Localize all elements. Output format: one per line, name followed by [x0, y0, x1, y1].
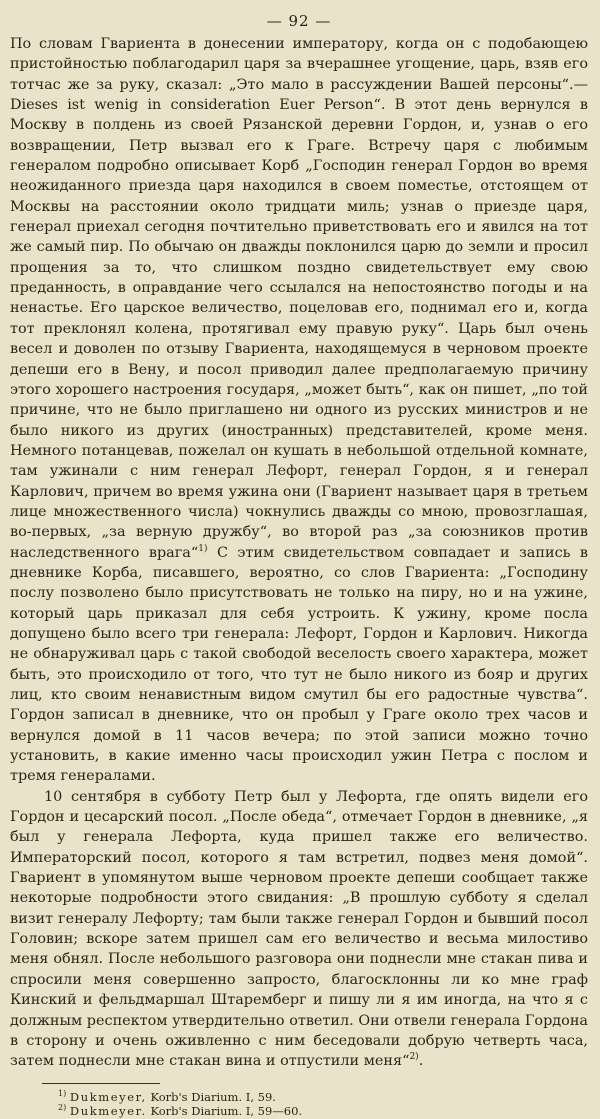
footnote-1-source: Korb's Diarium. I, 59.: [150, 1089, 276, 1104]
footnote-2-source: Korb's Diarium. I, 59—60.: [150, 1104, 303, 1119]
footnote-ref-1: 1): [198, 543, 208, 554]
paragraph-1: [10, 34, 588, 787]
footnote-divider: [42, 1083, 160, 1084]
paragraph-2-end: .: [418, 1053, 424, 1070]
footnote-1: [58, 1090, 588, 1105]
footnote-ref-2: 2): [409, 1052, 419, 1063]
paragraph-1-text: По словам Гвариента в донесении императору, когда он с подобающею пристойностью поблагодарил царя за вчерашнее угощение, царь, взяв его тотчас же за руку, сказал: „Это мало в рассуждении Вашей персоны“.—Dieses ist wenig in consideration Euer Person“. В этот день вернулся в Москву в полдень из своей Рязанской деревни Гордон, и, узнав о его возвращении, Петр вызвал его к Граге. Встречу царя с любимым генералом подробно описывает Корб „Господин генерал Гордон во время неожиданного приезда царя находился в своем поместье, отстоящем от Москвы на расстоянии около тридцати миль; узнав о приезде царя, генерал приехал сегодня почтительно приветствовать его и явился на тот же самый пир. По обычаю он дважды поклонился царю до земли и просил прощения за то, что слишком поздно свидетельствует ему свою преданность, в оправдание чего ссылался на непостоянство погоды и на ненастье. Его царское величество, поцеловав его, поднимал его и, когда тот преклонял колена, протягивал ему правую руку“. Царь был очень весел и доволен по отзыву Гвариента, находящемуся в черновом проекте депеши его в Вену, и посол приводил далее предполагаемую причину этого хорошего настроения государя, „может быть“, как он пишет, „по той причине, что не было приглашено ни одного из русских министров и не было никого из других (иностранных) представителей, кроме меня. Немного потанцевав, пожелал он кушать в небольшой отдельной комнате, там ужинали с ним генерал Лефорт, генерал Гордон, я и генерал Карлович, причем во время ужина они (Гвариент называет царя в третьем лице множественного числа) чокнулись дважды со мною, провозглашая, во-первых, „за верную дружбу“, во второй раз „за союзников против наследственного врага“: [10, 36, 588, 561]
paragraph-2-text: 10 сентября в субботу Петр был у Лефорта, где опять видели его Гордон и цесарский посол. „После обеда“, отмечает Гордон в дневнике, „я был у генерала Лефорта, куда пришел также его величество. Императорский посол, которого я там встретил, подвез меня домой“. Гвариент в упомянутом выше черновом проекте депеши сообщает также некоторые подробности этого свидания: „В прошлую субботу я сделал визит генералу Лефорту; там были также генерал Гордон и бывший посол Головин; вскоре затем пришел сам его величество и весьма милостиво меня обнял. После небольшого разговора они поднесли мне стакан пива и спросили меня совершенно запросто, благосклонны ли ко мне граф Кинский и фельдмаршал Штаремберг и пишу ли я им иногда, на что я с должным респектом утвердительно ответил. Они отвели генерала Гордона в сторону и очень оживленно с ним беседовали добрую четверть часа, затем поднесли мне стакан вина и отпустили меня“: [10, 788, 588, 1070]
footnote-2: [58, 1104, 588, 1119]
footnote-2-number: 2): [58, 1103, 67, 1113]
footnote-2-author: Dukmeyer.: [69, 1104, 147, 1119]
paragraph-1-continuation: С этим свидетельством совпадает и запись в дневнике Корба, писавшего, вероятно, со слов Гвариента: „Господину послу позволено было присутствовать не только на пиру, но и на ужине, который царь приказал для себя устроить. К ужину, кроме посла допущено было всего три генерала: Лефорт, Гордон и Карлович. Никогда не обнаруживал царь с такой свободой веселость своего характера, может быть, это происходило от того, что тут не было никого из бояр и других лиц, кто своим ненавистным видом смутил бы его радостные чувства“. Гордон записал в дневнике, что он пробыл у Граге около трех часов и вернулся домой в 11 часов вечера; по этой записи можно точно установить, в какие именно часы происходил ужин Петра с послом и тремя генералами.: [10, 544, 588, 785]
footnote-1-number: 1): [58, 1088, 67, 1098]
paragraph-2: [10, 787, 588, 1072]
page-number: — 92 —: [266, 12, 332, 30]
main-text: [10, 34, 588, 1072]
footnote-1-author: Dukmeyer,: [69, 1089, 147, 1104]
footnotes: [10, 1090, 588, 1119]
